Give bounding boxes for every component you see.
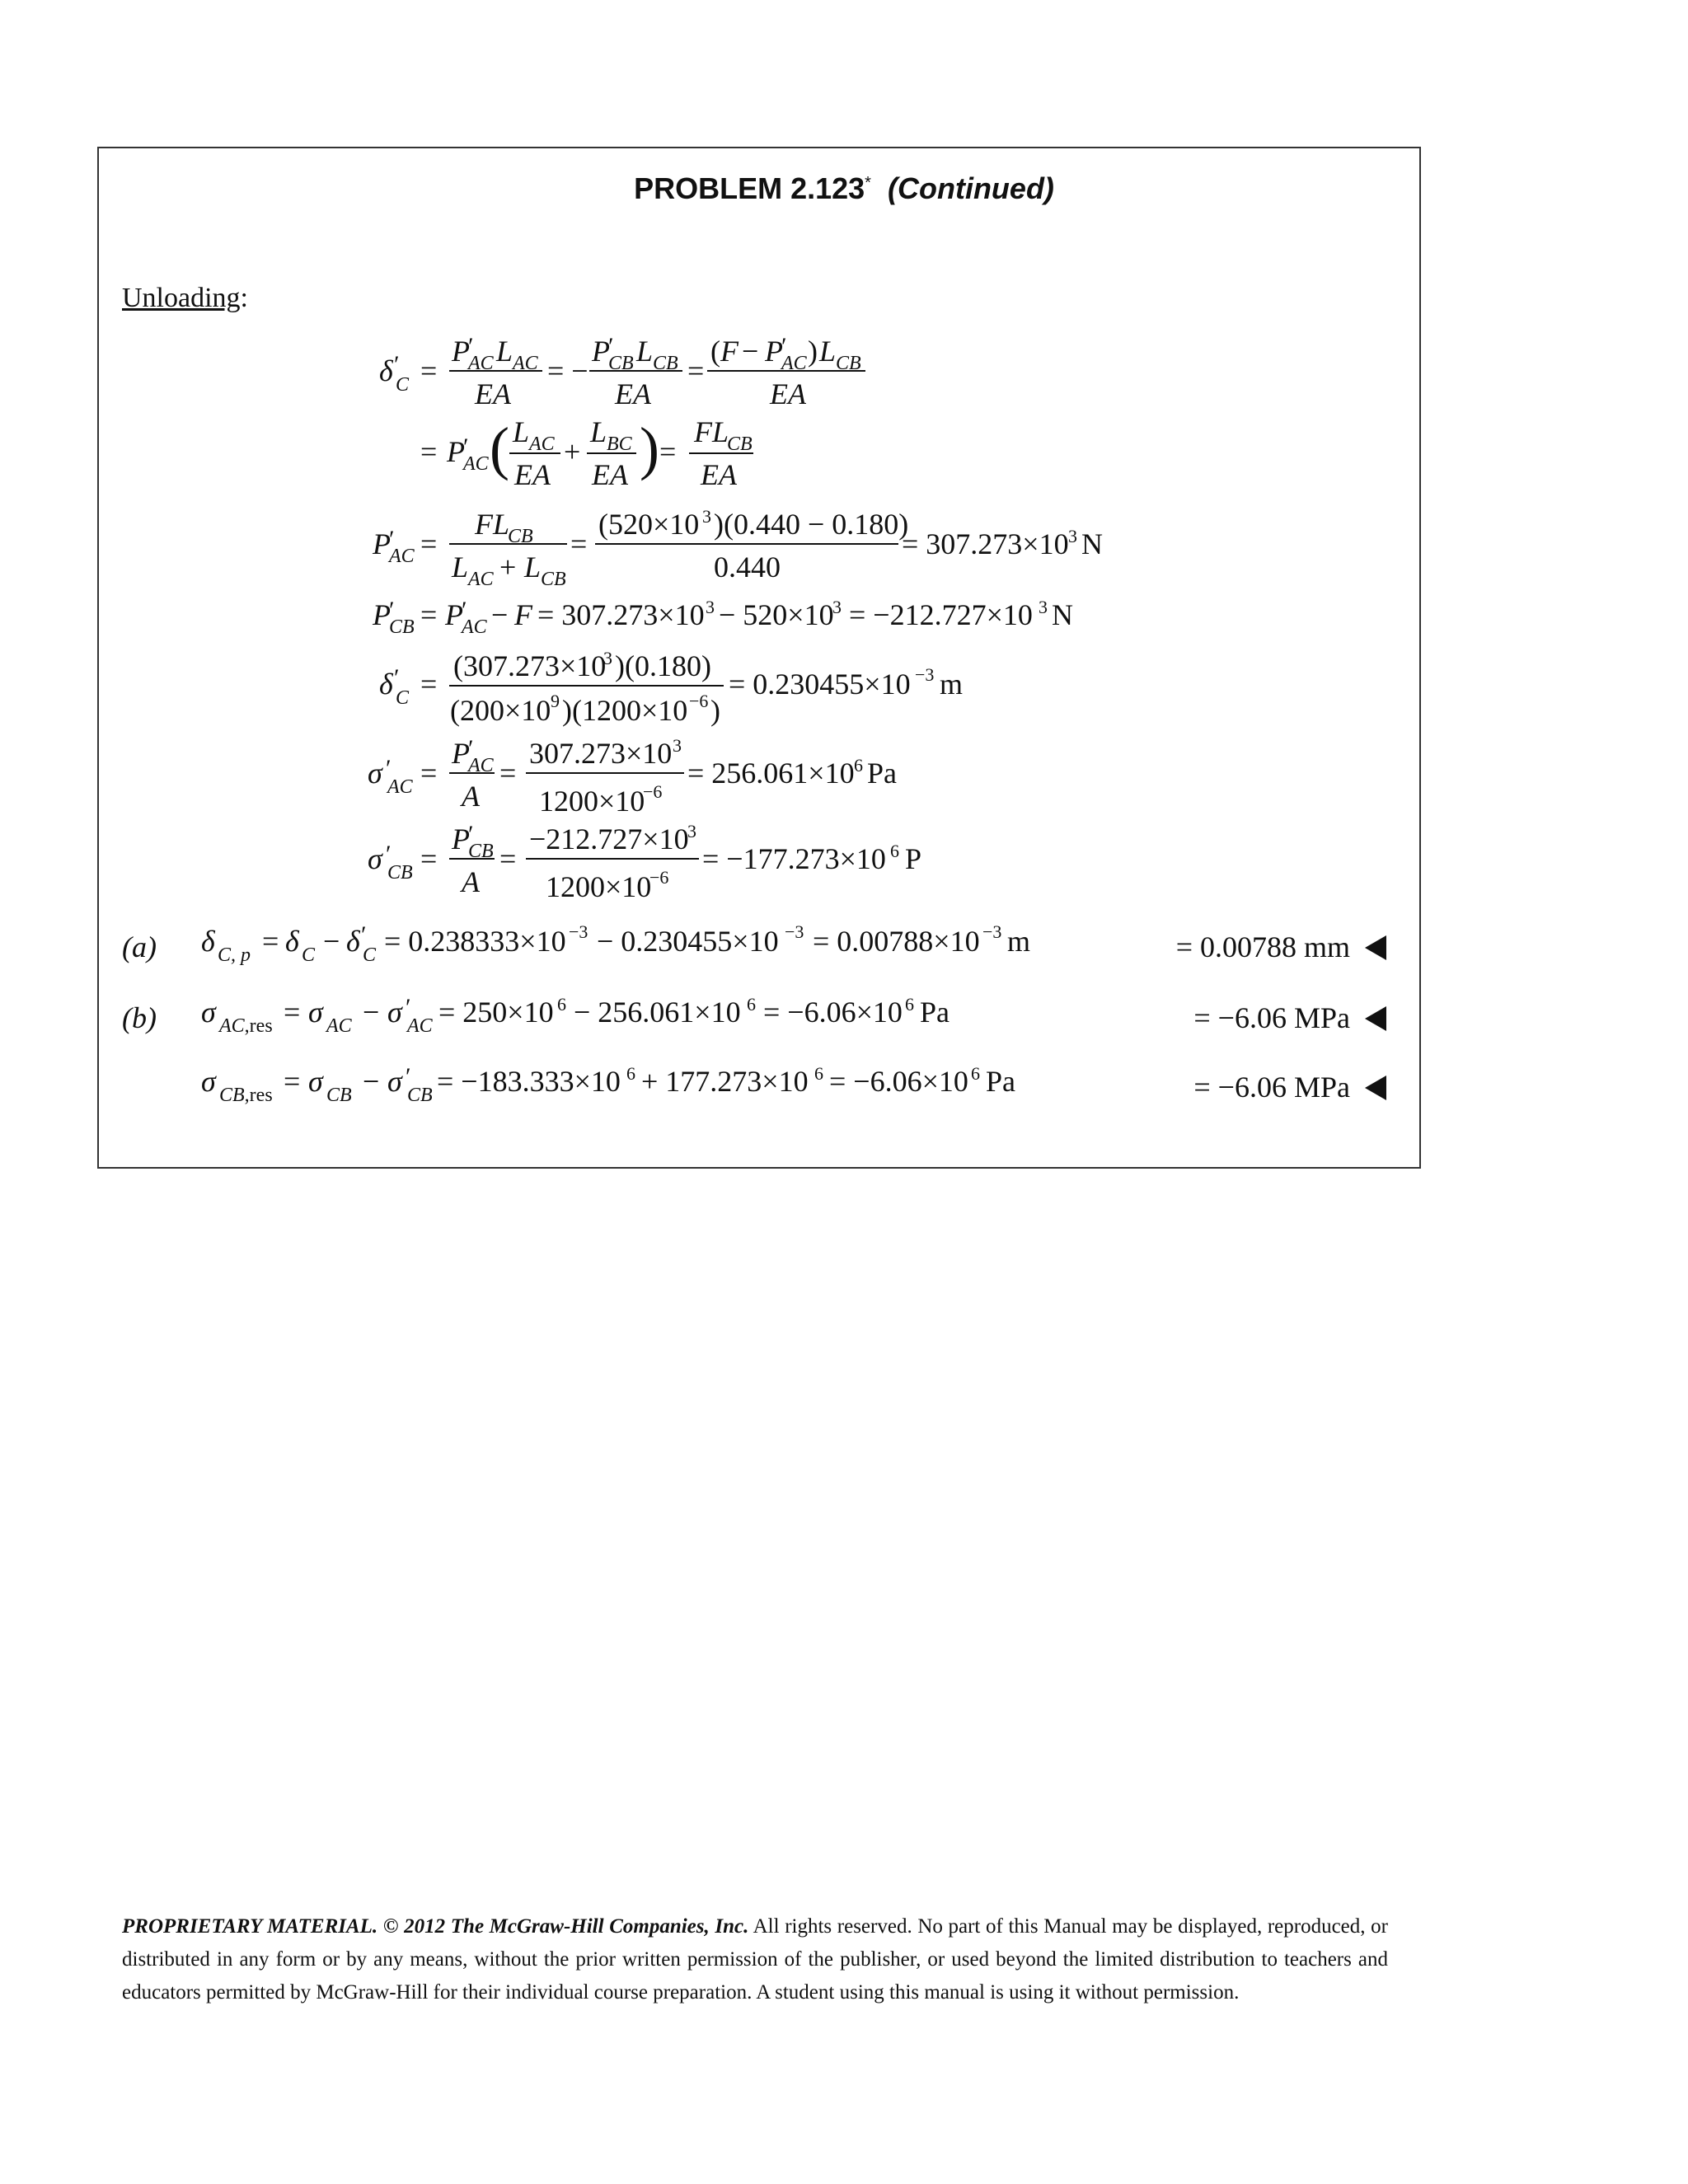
svg-text:AC: AC	[468, 755, 494, 776]
svg-text:m: m	[940, 668, 964, 701]
svg-text:+: +	[499, 551, 517, 583]
svg-text:= −212.727×10: = −212.727×10	[849, 598, 1033, 631]
svg-text:′: ′	[463, 434, 469, 461]
svg-text:EA: EA	[475, 377, 511, 410]
svg-text:P: P	[445, 598, 463, 631]
svg-text:3: 3	[1068, 526, 1077, 546]
answer-marker-icon	[1365, 1076, 1386, 1100]
svg-text:6: 6	[626, 1063, 635, 1084]
svg-text:=: =	[420, 598, 438, 631]
svg-text:P: P	[452, 737, 470, 770]
svg-text:EA: EA	[514, 458, 551, 491]
svg-text:= 256.061×10: = 256.061×10	[687, 757, 855, 790]
svg-text:AC: AC	[463, 453, 489, 475]
svg-text:C, p: C, p	[218, 944, 251, 966]
svg-text:σ: σ	[387, 996, 402, 1029]
svg-text:=: =	[262, 925, 279, 958]
svg-text:N: N	[1081, 527, 1103, 560]
svg-text:−: −	[491, 598, 509, 631]
svg-text:−212.727×10: −212.727×10	[529, 823, 689, 855]
svg-text:=: =	[420, 842, 438, 875]
svg-text:′: ′	[394, 664, 400, 691]
svg-text:FL: FL	[694, 415, 729, 448]
svg-text:δ: δ	[346, 925, 360, 958]
svg-text:′: ′	[361, 921, 367, 949]
svg-text:−: −	[323, 925, 340, 958]
svg-text:− 520×10: − 520×10	[719, 598, 834, 631]
equation-deltaC-value	[379, 648, 963, 727]
svg-text:(200×10: (200×10	[450, 694, 551, 727]
svg-text:EA: EA	[770, 377, 806, 410]
answer-marker-icon	[1365, 935, 1386, 960]
svg-text:Pa: Pa	[867, 757, 897, 790]
svg-text:CB: CB	[407, 1085, 433, 1106]
svg-text:CB: CB	[727, 434, 753, 455]
svg-text:=: =	[659, 435, 677, 468]
svg-text:AC: AC	[529, 434, 555, 455]
answer-b2	[1193, 1070, 1386, 1104]
svg-text:EA: EA	[592, 458, 628, 491]
svg-text:=: =	[570, 527, 588, 560]
svg-text:A: A	[462, 865, 480, 898]
svg-text:P: P	[373, 598, 391, 631]
svg-text:= 0.00788×10: = 0.00788×10	[813, 925, 980, 958]
equation-deltaC-definition	[379, 333, 865, 410]
svg-text:C: C	[363, 944, 377, 966]
answer-marker-icon	[1365, 1006, 1386, 1031]
svg-text:3: 3	[706, 597, 715, 617]
svg-text:1200×10: 1200×10	[539, 785, 645, 818]
svg-text:′: ′	[608, 333, 614, 360]
svg-text:6: 6	[557, 994, 566, 1015]
svg-text:P: P	[452, 335, 470, 368]
svg-text:AC: AC	[781, 353, 807, 374]
svg-text:=: =	[420, 668, 438, 701]
svg-text:′: ′	[406, 1063, 411, 1090]
svg-text:(520×10: (520×10	[598, 508, 700, 541]
svg-text:P: P	[452, 823, 470, 855]
svg-text:(: (	[710, 335, 720, 368]
footer-bold: PROPRIETARY MATERIAL. © 2012 The McGraw-Hill Companies, Inc.	[122, 1915, 749, 1938]
equation-part-a	[201, 921, 1030, 966]
svg-text:=: =	[284, 1065, 301, 1098]
svg-text:L: L	[524, 551, 542, 583]
equation-deltaC-rearranged	[420, 415, 753, 491]
part-b-label: (b)	[122, 1001, 157, 1034]
svg-text:′: ′	[394, 351, 400, 378]
equation-part-b-CB	[201, 1063, 1015, 1106]
svg-text:′: ′	[468, 333, 474, 360]
svg-text:−3: −3	[785, 921, 804, 942]
svg-text:L: L	[819, 335, 837, 368]
svg-text:AC: AC	[407, 1015, 433, 1037]
svg-text:6: 6	[814, 1063, 823, 1084]
answer-a-value: = 0.00788 mm	[1175, 930, 1350, 963]
svg-text:= −: = −	[547, 354, 588, 387]
answer-a	[1176, 930, 1386, 964]
svg-text:307.273×10: 307.273×10	[529, 737, 673, 770]
svg-text:EA: EA	[615, 377, 651, 410]
svg-text:)(1200×10: )(1200×10	[562, 694, 688, 727]
svg-text:(307.273×10: (307.273×10	[453, 649, 607, 682]
title-main: PROBLEM 2.123	[634, 171, 865, 205]
svg-text:+ 177.273×10: + 177.273×10	[641, 1065, 809, 1098]
svg-text:=: =	[420, 354, 438, 387]
svg-text:(: (	[490, 415, 509, 481]
svg-text:0.440: 0.440	[714, 551, 781, 583]
svg-text:C: C	[396, 374, 410, 396]
svg-text:F: F	[720, 335, 738, 368]
svg-text:m: m	[1007, 925, 1031, 958]
svg-text:C: C	[302, 944, 316, 966]
svg-text:−: −	[363, 1065, 380, 1098]
svg-text:= 0.238333×10: = 0.238333×10	[384, 925, 566, 958]
svg-text:AC,res: AC,res	[219, 1015, 273, 1037]
svg-text:−: −	[363, 996, 380, 1029]
svg-text:P: P	[592, 335, 610, 368]
svg-text:L: L	[590, 415, 607, 448]
svg-text:9: 9	[551, 691, 560, 711]
svg-text:CB: CB	[508, 526, 533, 547]
svg-text:−3: −3	[982, 921, 1002, 942]
svg-text:σ: σ	[368, 757, 382, 790]
svg-text:AC: AC	[468, 569, 494, 590]
svg-text:AC: AC	[462, 616, 487, 638]
unloading-label: Unloading	[122, 283, 241, 313]
svg-text:6: 6	[854, 755, 863, 776]
svg-text:σ: σ	[387, 1065, 402, 1098]
equation-PCB	[372, 597, 1073, 638]
svg-text:P: P	[373, 527, 391, 560]
svg-text:3: 3	[832, 597, 842, 617]
svg-text:CB: CB	[836, 353, 861, 374]
svg-text:P: P	[765, 335, 783, 368]
svg-text:C: C	[396, 687, 410, 709]
svg-text:L: L	[513, 415, 530, 448]
svg-text:δ: δ	[379, 354, 393, 387]
svg-text:= 307.273×10: = 307.273×10	[902, 527, 1069, 560]
svg-text:′: ′	[389, 526, 395, 553]
svg-text:=: =	[420, 757, 438, 790]
svg-text:CB: CB	[541, 569, 566, 590]
svg-text:3: 3	[673, 735, 682, 756]
answer-b1	[1193, 1001, 1386, 1035]
svg-text:3: 3	[1039, 597, 1048, 617]
svg-text:N: N	[1052, 598, 1073, 631]
svg-text:− 256.061×10: − 256.061×10	[574, 996, 741, 1029]
svg-text:= −183.333×10: = −183.333×10	[437, 1065, 621, 1098]
svg-text:BC: BC	[607, 434, 632, 455]
footer-text: All rights reserved. No part of this Manual may be displayed, reproduced, or distributed in any form or by any means, without the prior written permission of the publisher, or used beyond the limited distribution to teachers and educators permitted by McGraw-Hill for their individual course preparation. A student using this manual is using it without permission.	[122, 1915, 1388, 2004]
svg-text:′: ′	[468, 735, 474, 762]
svg-text:CB: CB	[608, 353, 634, 374]
copyright-footer	[122, 1910, 1388, 2009]
svg-text:′: ′	[468, 821, 474, 848]
svg-text:A: A	[462, 780, 480, 813]
svg-text:− 0.230455×10: − 0.230455×10	[597, 925, 779, 958]
svg-text:=: =	[499, 842, 517, 875]
svg-text:=: =	[420, 435, 438, 468]
title-continued: (Continued)	[887, 171, 1054, 205]
svg-text:CB: CB	[653, 353, 678, 374]
svg-text:L: L	[452, 551, 469, 583]
equation-PAC	[372, 506, 1103, 590]
svg-text:=: =	[420, 527, 438, 560]
svg-text:′: ′	[462, 597, 467, 624]
svg-text:)(0.180): )(0.180)	[615, 649, 711, 682]
svg-text:−6: −6	[689, 691, 709, 711]
svg-text:−6: −6	[643, 781, 663, 802]
svg-text:′: ′	[781, 333, 787, 360]
svg-text:)(0.440 − 0.180): )(0.440 − 0.180)	[714, 508, 909, 541]
svg-text:=: =	[284, 996, 301, 1029]
answer-b2-value: = −6.06 MPa	[1193, 1071, 1350, 1104]
svg-text:6: 6	[747, 994, 756, 1015]
title-asterisk: *	[865, 174, 871, 192]
svg-text:−6: −6	[649, 867, 669, 888]
svg-text:6: 6	[971, 1063, 980, 1084]
svg-text:3: 3	[687, 821, 696, 841]
svg-text:AC: AC	[387, 776, 413, 798]
svg-text:δ: δ	[379, 668, 393, 701]
svg-text:=: =	[687, 354, 705, 387]
svg-text:+: +	[564, 435, 581, 468]
svg-text:= 307.273×10: = 307.273×10	[537, 598, 705, 631]
svg-text:P: P	[905, 842, 922, 875]
svg-text:FL: FL	[475, 508, 510, 541]
svg-text:′: ′	[386, 841, 392, 868]
svg-text:δ: δ	[285, 925, 299, 958]
svg-text:σ: σ	[201, 996, 216, 1029]
svg-text:): )	[640, 415, 659, 481]
svg-text:AC: AC	[468, 353, 494, 374]
svg-text:=: =	[499, 757, 517, 790]
svg-text:= −6.06×10: = −6.06×10	[829, 1065, 968, 1098]
svg-text:CB: CB	[468, 841, 494, 862]
svg-text:): )	[710, 694, 720, 727]
svg-text:σ: σ	[201, 1065, 216, 1098]
answer-b1-value: = −6.06 MPa	[1193, 1001, 1350, 1034]
svg-text:AC: AC	[389, 546, 415, 567]
svg-text:3: 3	[603, 648, 612, 668]
svg-text:−3: −3	[569, 921, 588, 942]
svg-text:−: −	[742, 335, 759, 368]
svg-text:1200×10: 1200×10	[546, 870, 652, 903]
part-a-label: (a)	[122, 930, 157, 963]
svg-text:6: 6	[890, 841, 899, 861]
svg-text:= −177.273×10: = −177.273×10	[702, 842, 886, 875]
section-heading: Unloading:	[122, 283, 248, 313]
svg-text:AC: AC	[326, 1015, 352, 1037]
svg-text:AC: AC	[513, 353, 538, 374]
svg-text:= 0.230455×10: = 0.230455×10	[729, 668, 911, 701]
svg-text:CB: CB	[326, 1085, 352, 1106]
svg-text:= 250×10: = 250×10	[438, 996, 554, 1029]
svg-text:σ: σ	[308, 996, 323, 1029]
svg-text:σ: σ	[308, 1065, 323, 1098]
svg-text:Pa: Pa	[920, 996, 950, 1029]
svg-text:′: ′	[406, 994, 411, 1021]
svg-text:F: F	[514, 598, 532, 631]
svg-text:δ: δ	[201, 925, 215, 958]
svg-text:= −6.06×10: = −6.06×10	[763, 996, 903, 1029]
svg-text:Pa: Pa	[986, 1065, 1015, 1098]
svg-text:): )	[808, 335, 818, 368]
svg-text:σ: σ	[368, 842, 382, 875]
svg-text:−3: −3	[915, 664, 935, 685]
equation-sigmaAC	[368, 735, 897, 818]
svg-text:′: ′	[389, 597, 395, 624]
svg-text:3: 3	[702, 506, 711, 527]
svg-text:L: L	[636, 335, 654, 368]
svg-text:CB,res: CB,res	[219, 1085, 273, 1106]
equation-part-b-AC	[201, 994, 950, 1037]
svg-text:CB: CB	[389, 616, 415, 638]
svg-text:CB: CB	[387, 862, 413, 883]
svg-text:L: L	[496, 335, 513, 368]
svg-text:6: 6	[905, 994, 914, 1015]
svg-text:′: ′	[386, 755, 392, 782]
svg-text:P: P	[447, 435, 465, 468]
equation-sigmaCB	[368, 821, 921, 903]
svg-text:EA: EA	[701, 458, 737, 491]
